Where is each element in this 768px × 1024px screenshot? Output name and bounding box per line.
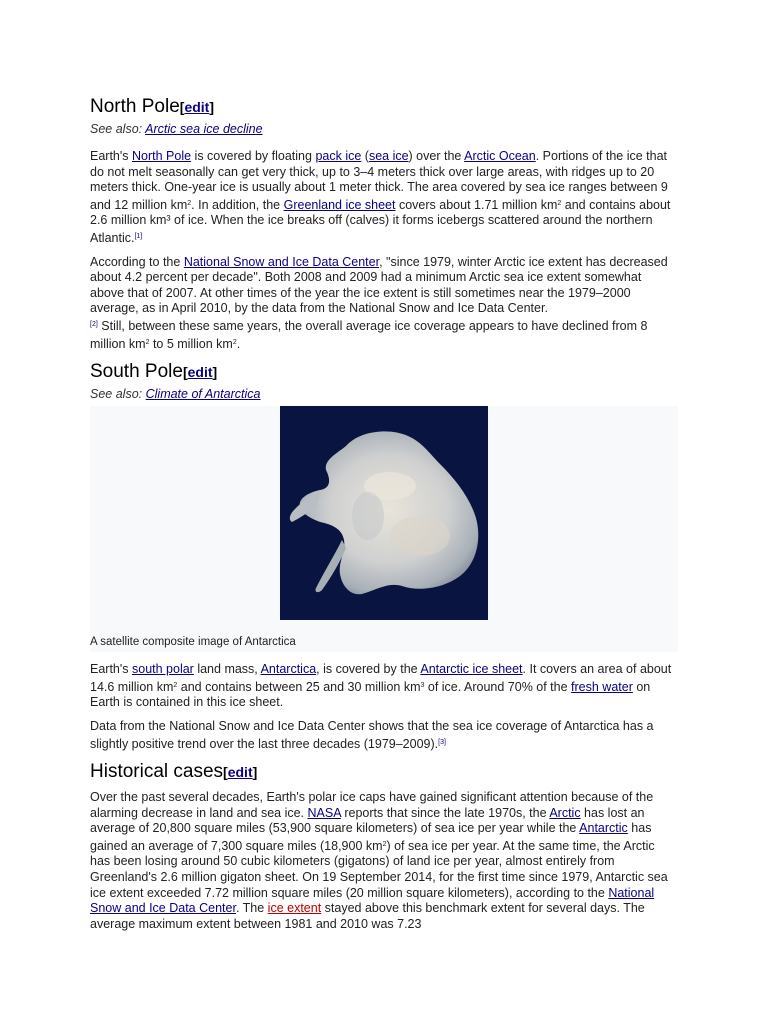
section-heading-historical-cases <box>90 760 678 784</box>
text: According to the <box>90 254 184 269</box>
reference-2[interactable]: [2] <box>90 320 98 328</box>
text: . <box>236 336 241 351</box>
text: Still, between these same years, the overall average ice coverage appears to have declined from 8 million km <box>90 318 648 351</box>
superscript: 2 <box>232 338 237 346</box>
heading-text: South Pole <box>90 361 183 383</box>
link-antarctic-ice-sheet[interactable]: Antarctic ice sheet <box>420 662 523 677</box>
text: Over the past several decades, Earth's polar ice caps have gained significant attention because of the alarming decrease in land and sea ice. <box>90 790 654 820</box>
text: is covered by floating <box>191 149 316 163</box>
edit-link-historical-cases[interactable]: edit <box>227 764 253 781</box>
superscript: 2 <box>145 338 150 346</box>
paragraph-south-1 <box>90 662 678 711</box>
text: , "since 1979, winter Arctic ice extent has decreased about 4.2 percent per decade". Both 2008 and 2009 had a minimum Arctic sea ice extent somewhat above that of 2007. At other times of the year the ice extent is still sometimes near the 1979–2000 average, as in April 2010, by the data from the National Snow and Ice Data Center. <box>90 254 668 316</box>
superscript: 2 <box>173 681 178 689</box>
text: Data from the National Snow and Ice Data Center shows that the sea ice coverage of Antarctica has a slightly positive trend over the last three decades (1979–2009). <box>90 718 654 751</box>
text: . The <box>235 901 268 916</box>
paragraph-north-1 <box>90 149 678 247</box>
text: covers about 1.71 million km <box>395 197 558 212</box>
reference-3[interactable]: [3] <box>438 738 446 746</box>
superscript: 3 <box>420 681 425 689</box>
text: . It covers an area of about 14.6 million km <box>90 662 672 694</box>
figure-caption: A satellite composite image of Antarctica <box>90 636 296 649</box>
reference-1[interactable]: [1] <box>134 232 143 240</box>
see-also-south <box>90 386 678 402</box>
edit-link-south-pole[interactable]: edit <box>187 364 213 381</box>
link-antarctic[interactable]: Antarctic <box>579 821 628 836</box>
link-climate-of-antarctica[interactable]: Climate of Antarctica <box>145 387 261 402</box>
link-north-pole[interactable]: North Pole <box>132 149 192 163</box>
edit-section: [edit] <box>179 99 215 115</box>
heading-text: North Pole <box>90 96 180 117</box>
edit-section: [edit] <box>182 364 218 381</box>
text: reports that since the late 1970s, the <box>340 805 550 820</box>
link-nsidc-2[interactable]: National Snow and Ice Data Center <box>90 885 655 916</box>
paragraph-north-2 <box>90 255 678 353</box>
article-content <box>90 95 678 940</box>
text: . In addition, the <box>191 197 284 212</box>
link-sea-ice[interactable]: sea ice <box>368 149 409 163</box>
text: ) of sea ice per year. At the same time, the Arctic has been losing around 50 cubic kilometers (gigatons) of land ice per year, almost entirely from Greenland's 2.6 million gigaton sheet. On 19 September 2014, for the first time since 1979, Antarctic sea ice extent exceeded 7.72 million square miles (20 million square kilometers), according to the <box>90 838 668 900</box>
text: . Portions of the ice that do not melt seasonally can get very thick, up to 3–4 meters thick over large areas, with ridges up to 20 meters thick. One-year ice is usually about 1 meter thick. The area covered by sea ice ranges between 9 and 12 million km <box>90 149 668 212</box>
superscript: 2 <box>557 199 562 207</box>
see-also-north <box>90 121 678 137</box>
link-arctic[interactable]: Arctic <box>549 805 581 820</box>
text: Earth's <box>90 149 132 163</box>
link-ice-extent[interactable]: ice extent <box>267 901 322 916</box>
text: land mass, <box>193 662 261 677</box>
antarctica-satellite-image[interactable] <box>280 406 488 620</box>
link-antarctica[interactable]: Antarctica <box>260 662 317 677</box>
paragraph-south-2 <box>90 719 678 752</box>
link-nsidc[interactable]: National Snow and Ice Data Center <box>183 254 380 269</box>
text: has gained an average of 7,300 square miles (18,900 km <box>90 821 652 853</box>
text: has lost an average of 20,800 square miles (53,900 square kilometers) of sea ice per year while the <box>90 805 645 836</box>
figure-antarctica <box>90 406 678 652</box>
link-greenland-ice-sheet[interactable]: Greenland ice sheet <box>283 197 396 212</box>
text: and contains between 25 and 30 million km <box>177 679 421 694</box>
section-heading-south-pole <box>90 360 678 384</box>
text: Earth's <box>90 662 132 677</box>
edit-link-north-pole[interactable]: edit <box>184 99 210 115</box>
link-arctic-sea-ice-decline[interactable]: Arctic sea ice decline <box>145 122 263 136</box>
text: , is covered by the <box>316 662 421 677</box>
see-also-label: See also: <box>90 387 143 402</box>
see-also-label: See also: <box>90 122 143 136</box>
text: and contains about 2.6 million km³ of ice. When the ice breaks off (calves) it forms icebergs scattered around the northern Atlantic. <box>90 197 671 245</box>
section-heading-north-pole <box>90 95 678 119</box>
text: ) over the <box>408 149 465 163</box>
superscript: 2 <box>187 199 192 207</box>
text: to 5 million km <box>149 336 233 351</box>
text: on Earth is contained in this ice sheet. <box>90 679 651 710</box>
paragraph-historical-1 <box>90 790 678 932</box>
heading-text: Historical cases <box>90 761 224 783</box>
link-pack-ice[interactable]: pack ice <box>315 149 362 163</box>
text: stayed above this benchmark extent for several days. The average maximum extent between 1981 and 2010 was 7.23 <box>90 901 645 931</box>
link-fresh-water[interactable]: fresh water <box>571 679 633 694</box>
link-nasa[interactable]: NASA <box>307 805 341 820</box>
superscript: 2 <box>382 840 387 848</box>
text: ( <box>361 149 369 163</box>
text: of ice. Around 70% of the <box>424 679 572 694</box>
link-arctic-ocean[interactable]: Arctic Ocean <box>464 149 536 163</box>
link-south-polar[interactable]: south polar <box>132 662 194 677</box>
antarctica-illustration <box>280 406 488 620</box>
edit-section: [edit] <box>223 764 258 781</box>
